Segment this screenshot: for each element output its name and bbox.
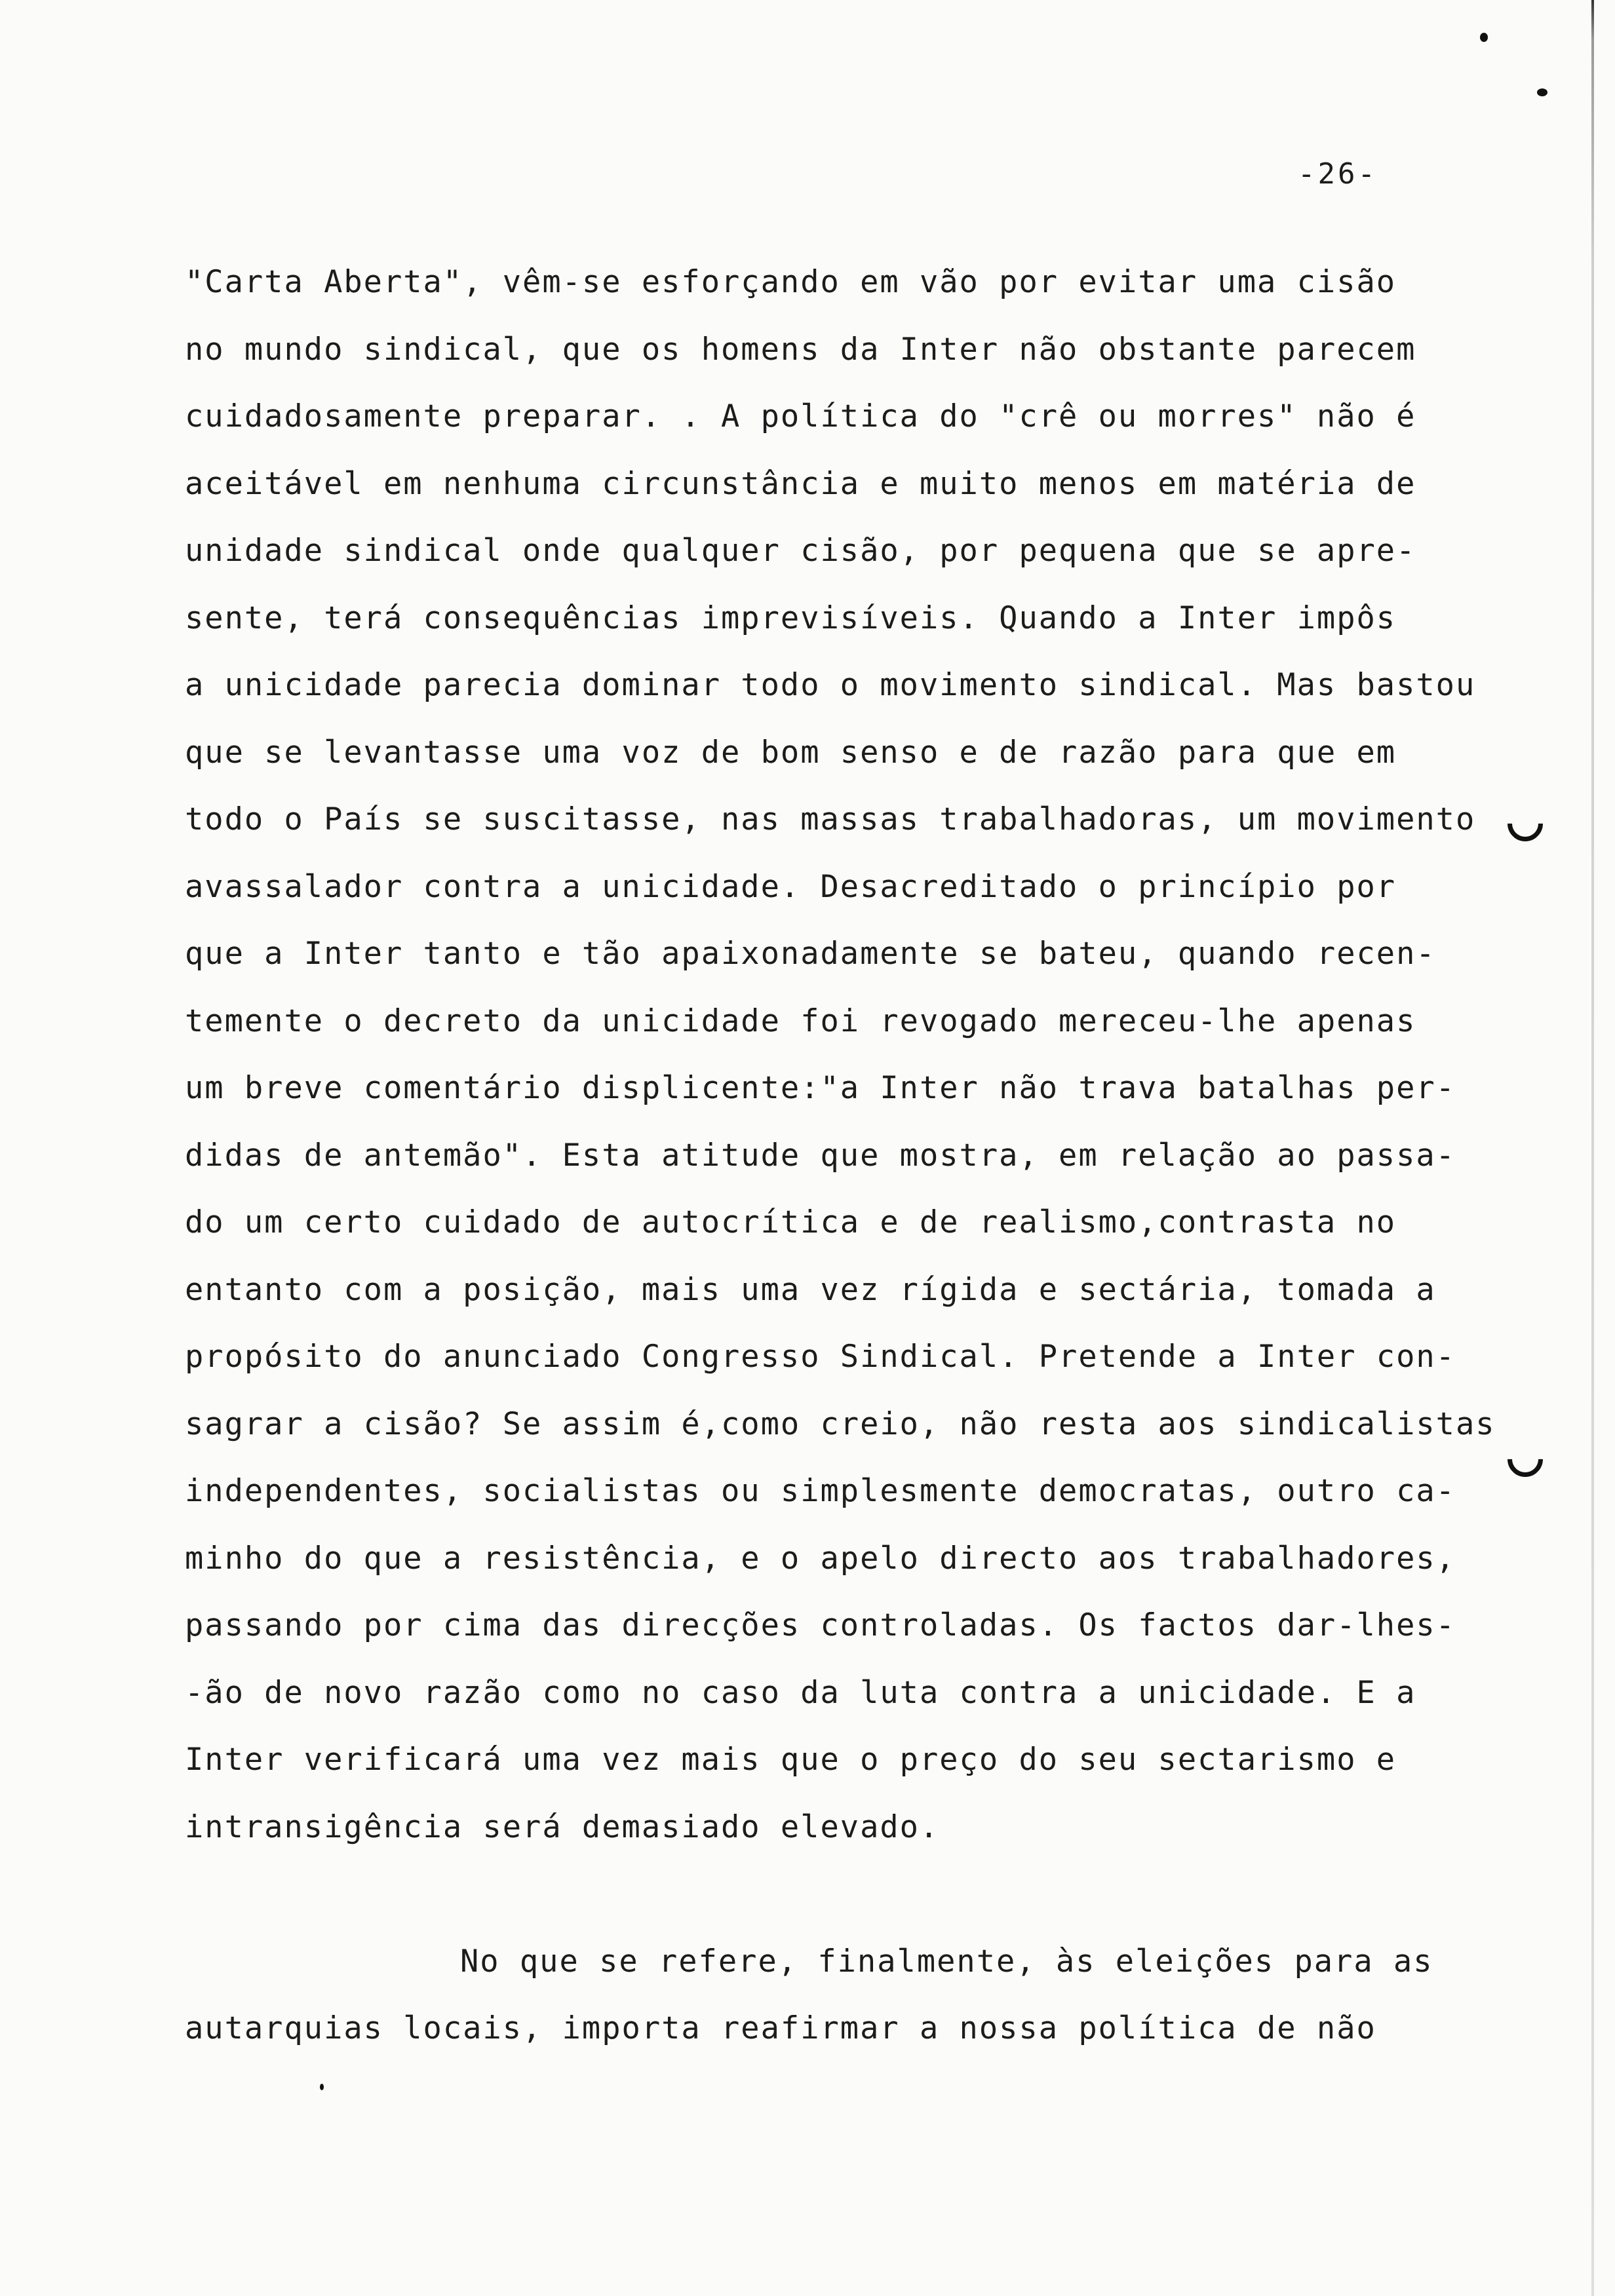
text-line: No que se refere, finalmente, às eleições para as (460, 1943, 1433, 1980)
text-line: avassalador contra a unicidade. Desacreditado o princípio por (185, 868, 1397, 905)
text-line: minho do que a resistência, e o apelo directo aos trabalhadores, (185, 1540, 1456, 1577)
scan-speck (1537, 88, 1547, 96)
scan-speck (1480, 33, 1488, 42)
text-line: que se levantasse uma voz de bom senso e de razão para que em (185, 734, 1397, 771)
document-body (185, 249, 1522, 2063)
text-line: todo o País se suscitasse, nas massas trabalhadoras, um movimento (185, 801, 1476, 837)
text-line: autarquias locais, importa reafirmar a nossa política de não (185, 2010, 1376, 2046)
text-line: sente, terá consequências imprevisíveis. Quando a Inter impôs (185, 600, 1397, 636)
text-line: um breve comentário displicente:"a Inter não trava batalhas per- (185, 1070, 1456, 1106)
paragraph-gap (185, 1861, 1522, 1928)
scan-edge-line (1591, 0, 1594, 2296)
text-line: -ão de novo razão como no caso da luta contra a unicidade. E a (185, 1674, 1416, 1711)
text-line: cuidadosamente preparar. . A política do "crê ou morres" não é (185, 398, 1416, 434)
scan-speck (320, 2084, 324, 2090)
text-line: passando por cima das direcções controladas. Os factos dar-lhes- (185, 1607, 1456, 1643)
text-line: intransigência será demasiado elevado. (185, 1808, 940, 1845)
text-line: temente o decreto da unicidade foi revogado mereceu-lhe apenas (185, 1003, 1416, 1039)
text-line: "Carta Aberta", vêm-se esforçando em vão por evitar uma cisão (185, 264, 1397, 300)
text-line: entanto com a posição, mais uma vez rígida e sectária, tomada a (185, 1271, 1436, 1308)
text-line: que a Inter tanto e tão apaixonadamente se bateu, quando recen- (185, 936, 1436, 972)
paragraph-2 (185, 1928, 1522, 2063)
text-line: aceitável em nenhuma circunstância e muito menos em matéria de (185, 465, 1416, 502)
text-line: no mundo sindical, que os homens da Inter não obstante parecem (185, 331, 1416, 368)
text-line: sagrar a cisão? Se assim é,como creio, não resta aos sindicalistas (185, 1406, 1496, 1442)
text-line: a unicidade parecia dominar todo o movimento sindical. Mas bastou (185, 667, 1476, 703)
text-line: independentes, socialistas ou simplesmente democratas, outro ca- (185, 1473, 1456, 1509)
text-line: unidade sindical onde qualquer cisão, por pequena que se apre- (185, 533, 1416, 569)
text-line: Inter verificará uma vez mais que o preço do seu sectarismo e (185, 1742, 1397, 1778)
text-line: do um certo cuidado de autocrítica e de realismo,contrasta no (185, 1204, 1397, 1240)
page-number: -26- (1298, 157, 1378, 191)
paragraph-1 (185, 249, 1522, 1861)
text-line: propósito do anunciado Congresso Sindical. Pretende a Inter con- (185, 1339, 1456, 1375)
text-line: didas de antemão". Esta atitude que mostra, em relação ao passa- (185, 1137, 1456, 1174)
